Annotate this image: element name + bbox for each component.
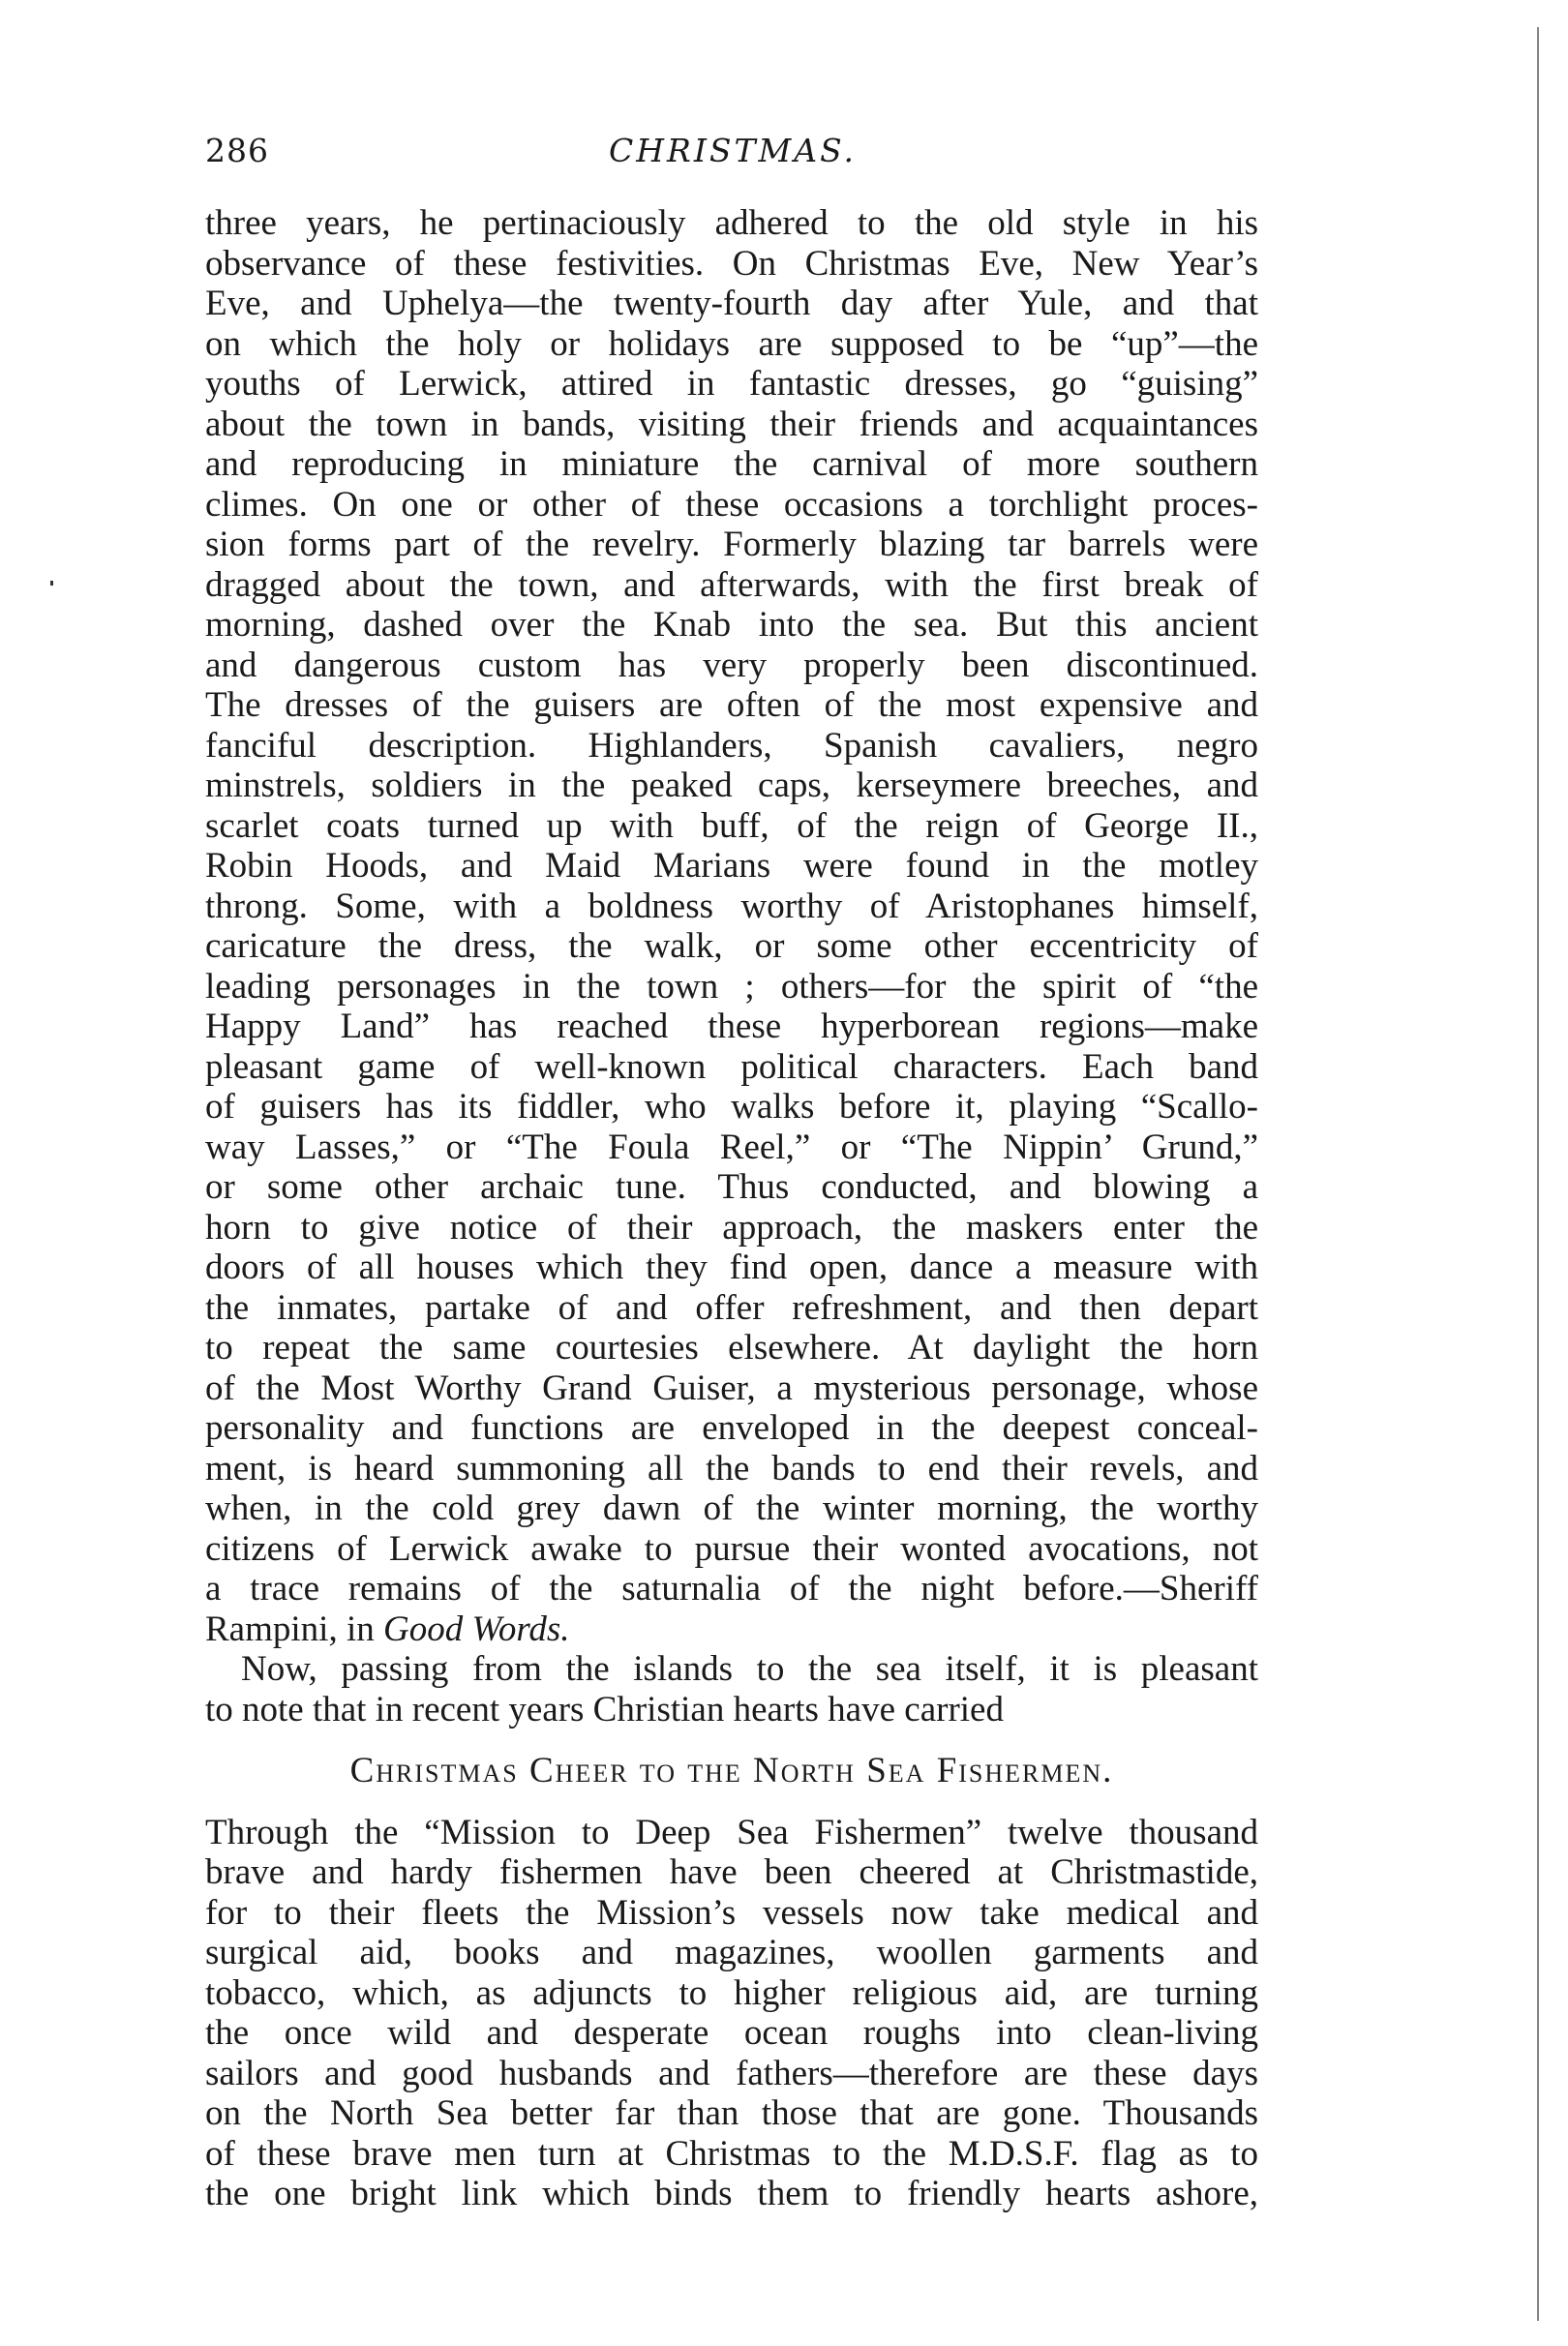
running-title: CHRISTMAS. <box>608 132 858 169</box>
text-line: throng. Some, with a boldness worthy of Aristophanes himself, <box>205 886 1258 926</box>
text-line: way Lasses,” or “The Foula Reel,” or “The Nippin’ Grund,” <box>205 1127 1258 1167</box>
text-line: fanciful description. Highlanders, Spanish cavaliers, negro <box>205 725 1258 766</box>
page-number: 286 <box>205 132 269 169</box>
page-header <box>205 132 1260 186</box>
text-line: dragged about the town, and afterwards, with the first break of <box>205 564 1258 605</box>
text-line: doors of all houses which they find open, dance a measure with <box>205 1248 1258 1287</box>
text-line: the once wild and desperate ocean roughs into clean-living <box>205 2013 1258 2053</box>
text-line: scarlet coats turned up with buff, of the reign of George II., <box>205 805 1258 846</box>
text-line: ment, is heard summoning all the bands to end their revels, and <box>205 1448 1258 1489</box>
text-line: to note that in recent years Christian hearts have carried <box>205 1689 1004 1729</box>
text-line: a trace remains of the saturnalia of the night before.—Sheriff <box>205 1569 1258 1609</box>
text-line: climes. On one or other of these occasions a torchlight proces- <box>205 484 1258 525</box>
text-line: for to their fleets the Mission’s vessels now take medical and <box>205 1892 1258 1933</box>
text-line: Now, passing from the islands to the sea itself, it is pleasant <box>241 1649 1258 1689</box>
text-line: pleasant game of well-known political characters. Each band <box>205 1046 1258 1087</box>
text-line: leading personages in the town ; others—for the spirit of “the <box>205 966 1258 1007</box>
text-line: or some other archaic tune. Thus conducted, and blowing a <box>205 1167 1258 1207</box>
text-line: Eve, and Uphelya—the twenty-fourth day after Yule, and that <box>205 284 1258 323</box>
text-line: personality and functions are enveloped in the deepest conceal- <box>205 1408 1258 1448</box>
text-line: sion forms part of the revelry. Formerly blazing tar barrels were <box>205 525 1258 564</box>
ink-speck <box>50 581 53 586</box>
text-line: surgical aid, books and magazines, woollen garments and <box>205 1933 1258 1972</box>
text-line: Robin Hoods, and Maid Marians were found in the motley <box>205 846 1258 886</box>
paragraph-transition <box>205 1649 1258 1729</box>
text-line: three years, he pertinaciously adhered to the old style in his <box>205 203 1258 243</box>
text-line: horn to give notice of their approach, the maskers enter the <box>205 1207 1258 1248</box>
text-line: of these brave men turn at Christmas to the M.D.S.F. flag as to <box>205 2133 1258 2174</box>
attribution-prefix: Rampini, in <box>205 1609 383 1649</box>
attribution-line <box>205 1609 1258 1650</box>
section-heading: Christmas Cheer to the North Sea Fishermen. <box>349 1751 1114 1790</box>
text-line: of guisers has its fiddler, who walks before it, playing “Scallo- <box>205 1087 1258 1127</box>
text-line: and dangerous custom has very properly been discontinued. <box>205 645 1258 685</box>
scan-edge-line <box>1537 27 1539 2321</box>
text-line: and reproducing in miniature the carnival of more southern <box>205 444 1258 484</box>
text-line: minstrels, soldiers in the peaked caps, kerseymere breeches, and <box>205 766 1258 805</box>
text-line: caricature the dress, the walk, or some other eccentricity of <box>205 926 1258 966</box>
text-line: Happy Land” has reached these hyperborean regions—make <box>205 1007 1258 1046</box>
paragraph-fishermen <box>205 1813 1258 2214</box>
text-line: The dresses of the guisers are often of the most expensive and <box>205 685 1258 725</box>
text-line: tobacco, which, as adjuncts to higher religious aid, are turning <box>205 1972 1258 2013</box>
text-line: citizens of Lerwick awake to pursue their wonted avocations, not <box>205 1528 1258 1569</box>
text-line: on the North Sea better far than those that are gone. Thousands <box>205 2093 1258 2133</box>
text-line: youths of Lerwick, attired in fantastic dresses, go “guising” <box>205 364 1258 404</box>
text-line: when, in the cold grey dawn of the winter morning, the worthy <box>205 1489 1258 1528</box>
text-line: brave and hardy fishermen have been cheered at Christmastide, <box>205 1852 1258 1892</box>
text-line: morning, dashed over the Knab into the sea. But this ancient <box>205 605 1258 645</box>
text-line: to repeat the same courtesies elsewhere. At daylight the horn <box>205 1328 1258 1368</box>
text-line: observance of these festivities. On Christmas Eve, New Year’s <box>205 243 1258 284</box>
page-body <box>205 203 1258 2214</box>
text-line: about the town in bands, visiting their friends and acquaintances <box>205 404 1258 444</box>
text-line: sailors and good husbands and fathers—therefore are these days <box>205 2053 1258 2093</box>
text-line: on which the holy or holidays are supposed to be “up”—the <box>205 323 1258 364</box>
text-line: Through the “Mission to Deep Sea Fishermen” twelve thousand <box>205 1812 1258 1852</box>
text-line: the inmates, partake of and offer refreshment, and then depart <box>205 1287 1258 1328</box>
paragraph-guisers <box>205 203 1258 1649</box>
source-title: Good Words. <box>382 1609 570 1649</box>
text-line: of the Most Worthy Grand Guiser, a mysterious personage, whose <box>205 1368 1258 1408</box>
text-line: the one bright link which binds them to friendly hearts ashore, <box>205 2174 1258 2213</box>
